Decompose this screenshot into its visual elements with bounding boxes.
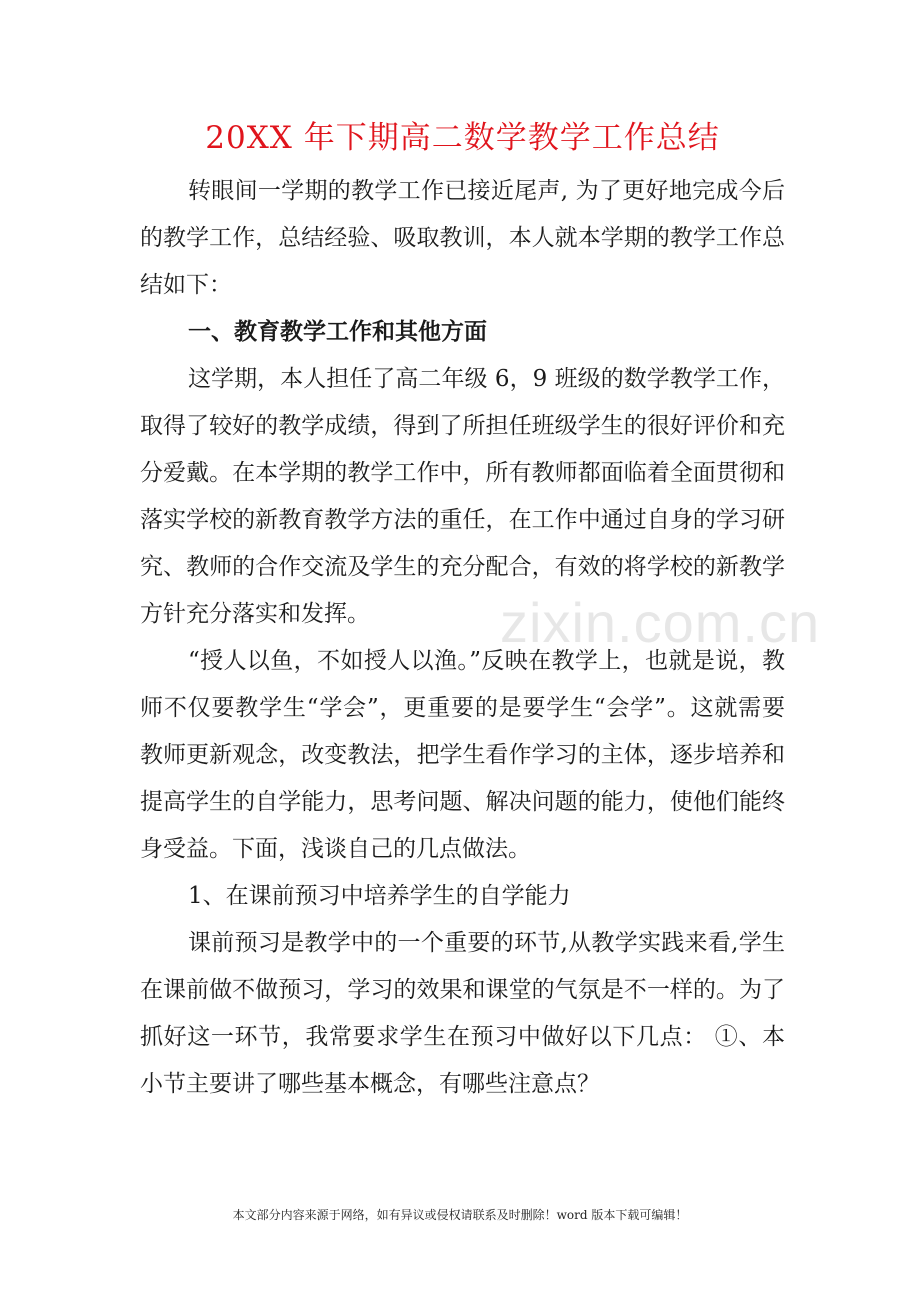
quote-paragraph: “授人以鱼，不如授人以渔。”反映在教学上，也就是说，教师不仅要教学生“学会”，更重要的是要学生“会学”。这就需要教师更新观念，改变教法，把学生看作学习的主体，逐步培养和提高学生的自学能力，思考问题、解决问题的能力，使他们能终身受益。下面，浅谈自己的几点做法。 [140, 648, 785, 862]
subsection-heading: 1、在课前预习中培养学生的自学能力 [188, 883, 571, 909]
teaching-work-paragraph: 这学期，本人担任了高二年级 6，9 班级的数学教学工作，取得了较好的教学成绩，得到了所担任班级学生的很好评价和充分爱戴。在本学期的教学工作中，所有教师都面临着全面贯彻和落实学校的新教育教学方法的重任，在工作中通过自身的学习研究、教师的合作交流及学生的充分配合，有效的将学校的新教学方针充分落实和发挥。 [140, 366, 785, 627]
page-footer: 本文部分内容来源于网络，如有异议或侵权请联系及时删除！word 版本下载可编辑！ [232, 1208, 688, 1222]
document-title: 20XX 年下期高二数学教学工作总结 [205, 120, 720, 156]
preview-paragraph: 课前预习是教学中的一个重要的环节,从教学实践来看,学生在课前做不做预习，学习的效果和课堂的气氛是不一样的。为了抓好这一环节，我常要求学生在预习中做好以下几点： ①、本小节主要讲了哪些基本概念，有哪些注意点？ [140, 930, 785, 1097]
section-heading: 一、教育教学工作和其他方面 [188, 319, 487, 345]
document-body [140, 168, 785, 1108]
watermark-logo: zixin.com.cn [500, 591, 821, 654]
intro-paragraph: 转眼间一学期的教学工作已接近尾声, 为了更好地完成今后的教学工作，总结经验、吸取教训，本人就本学期的教学工作总结如下： [140, 178, 785, 298]
